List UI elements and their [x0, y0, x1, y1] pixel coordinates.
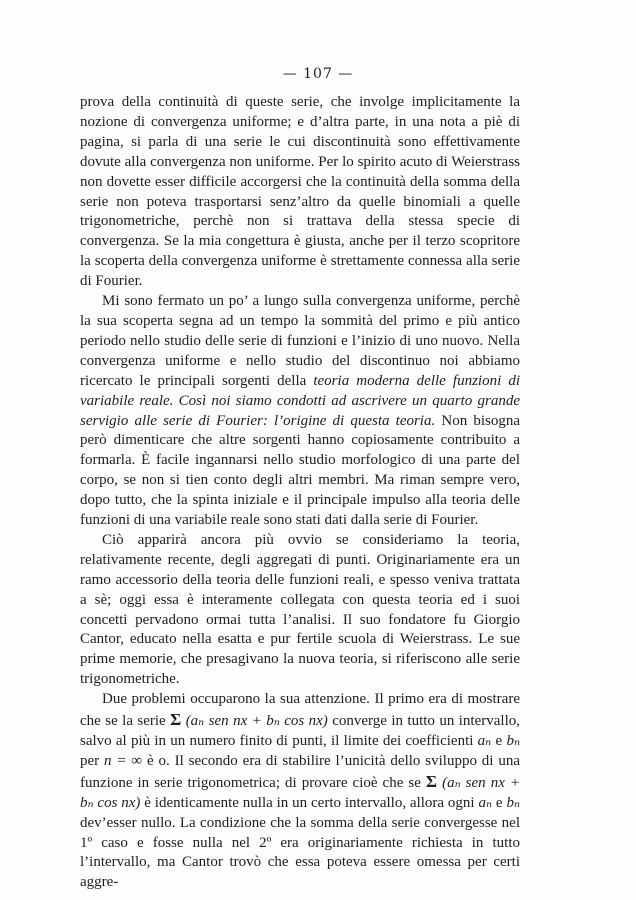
body-text: [80, 93, 520, 893]
paragraph-3-text: Ciò apparirà ancora più ovvio se consideriamo la teoria, relativamente recente, degli aggregati di punti. Originariamente era un ramo accessorio della teoria delle funzioni reali, e spesso veniva trattata a sè; oggi essa è interamente collegata con questa teoria ed i suoi concetti pervadono ormai tutta l’analisi. Il suo fondatore fu Giorgio Cantor, educato nella esatta e pur fertile scuola di Weierstrass. Le sue prime memorie, che presagivano la nuova teoria, si riferiscono alle serie trigonometriche.: [80, 531, 520, 688]
paragraph-4-text: è identicamente nulla in un certo intervallo, allora ogni: [144, 794, 475, 811]
paragraph-1: [80, 93, 520, 292]
sum-symbol: Σ: [425, 771, 438, 791]
paragraph-1-text: prova della continuità di queste serie, che involge implicitamente la nozione di convergenza uniforme; e d’altra parte, in una nota a piè di pagina, si parla di una serie le cui discontinuità sono effettivamente dovute alla convergenza non uniforme. Per lo spirito acuto di Weierstrass non dovette esser difficile accorgersi che la continuità della somma della serie non poteva trasportarsi senz’altro da quelle binomiali a quelle trigonometriche, perchè non si trattava della stessa specie di convergenza. Se la mia congettura è giusta, anche per il terzo scopritore la scoperta della convergenza uniforme è strettamente connessa alla serie di Fourier.: [80, 94, 520, 290]
italic-thesis: teoria moderna delle funzioni di variabile reale. Così noi siamo condotti ad ascrivere un quarto grande servigio alle serie di Fourier: l’origine di questa teoria.: [80, 372, 520, 429]
coeff-a: aₙ: [478, 794, 493, 811]
paragraph-4-text: e: [495, 733, 503, 749]
formula-series: (aₙ sen nx + bₙ cos nx): [80, 774, 520, 811]
formula-series: (aₙ sen nx + bₙ cos nx): [185, 713, 328, 730]
paragraph-2-text: Mi sono fermato un po’ a lungo sulla convergenza uniforme, perchè la sua scoperta segna ad un tempo la sommità del primo e più antico periodo nello studio delle serie di funzioni e l’inizio di uno nuovo. Nella convergenza uniforme e nello studio del discontinuo noi abbiamo ricercato le principali sorgenti della: [80, 293, 520, 389]
paragraph-2: [80, 292, 520, 531]
paragraph-3: [80, 531, 520, 690]
paragraph-4-text: dev’esser nullo. La condizione che la somma della serie convergesse nel 1º caso e fosse nulla nel 2º era originariamente richiesta in tutto l’intervallo, ma Cantor trovò che essa poteva essere omessa per certi aggre-: [80, 814, 520, 891]
coeff-a: aₙ: [477, 733, 492, 749]
coeff-b: bₙ: [506, 733, 521, 749]
sum-symbol: Σ: [170, 710, 182, 730]
paragraph-4: [80, 690, 520, 893]
paragraph-4-text: Due problemi occuparono la sua attenzione. Il primo era di mostrare che se la serie: [80, 691, 520, 730]
paragraph-4-text: per: [80, 752, 100, 769]
coeff-b: bₙ: [506, 794, 521, 811]
paragraph-4-text: e: [495, 794, 503, 811]
paragraph-2-text-cont: Non bisogna però dimenticare che altre sorgenti hanno copiosamente contribuito a formarla. È facile ingannarsi nello studio morfologico di una parte del corpo, se non si tien conto degli altri membri. Ma riman sempre vero, dopo tutto, che la spinta iniziale e il principale impulso alla teoria delle funzioni di una variabile reale sono stati dati dalla serie di Fourier.: [80, 412, 520, 529]
formula-limit: n = ∞: [104, 752, 143, 769]
page-number: — 107 —: [282, 66, 354, 82]
paragraph-4-text: converge in tutto un intervallo, salvo al più in un numero finito di punti, il limite dei coefficienti: [80, 713, 520, 749]
paragraph-4-text: è o. Il secondo era di stabilire l’unicità dello sviluppo di una funzione in serie trigonometrica; di provare cioè che se: [80, 752, 521, 791]
